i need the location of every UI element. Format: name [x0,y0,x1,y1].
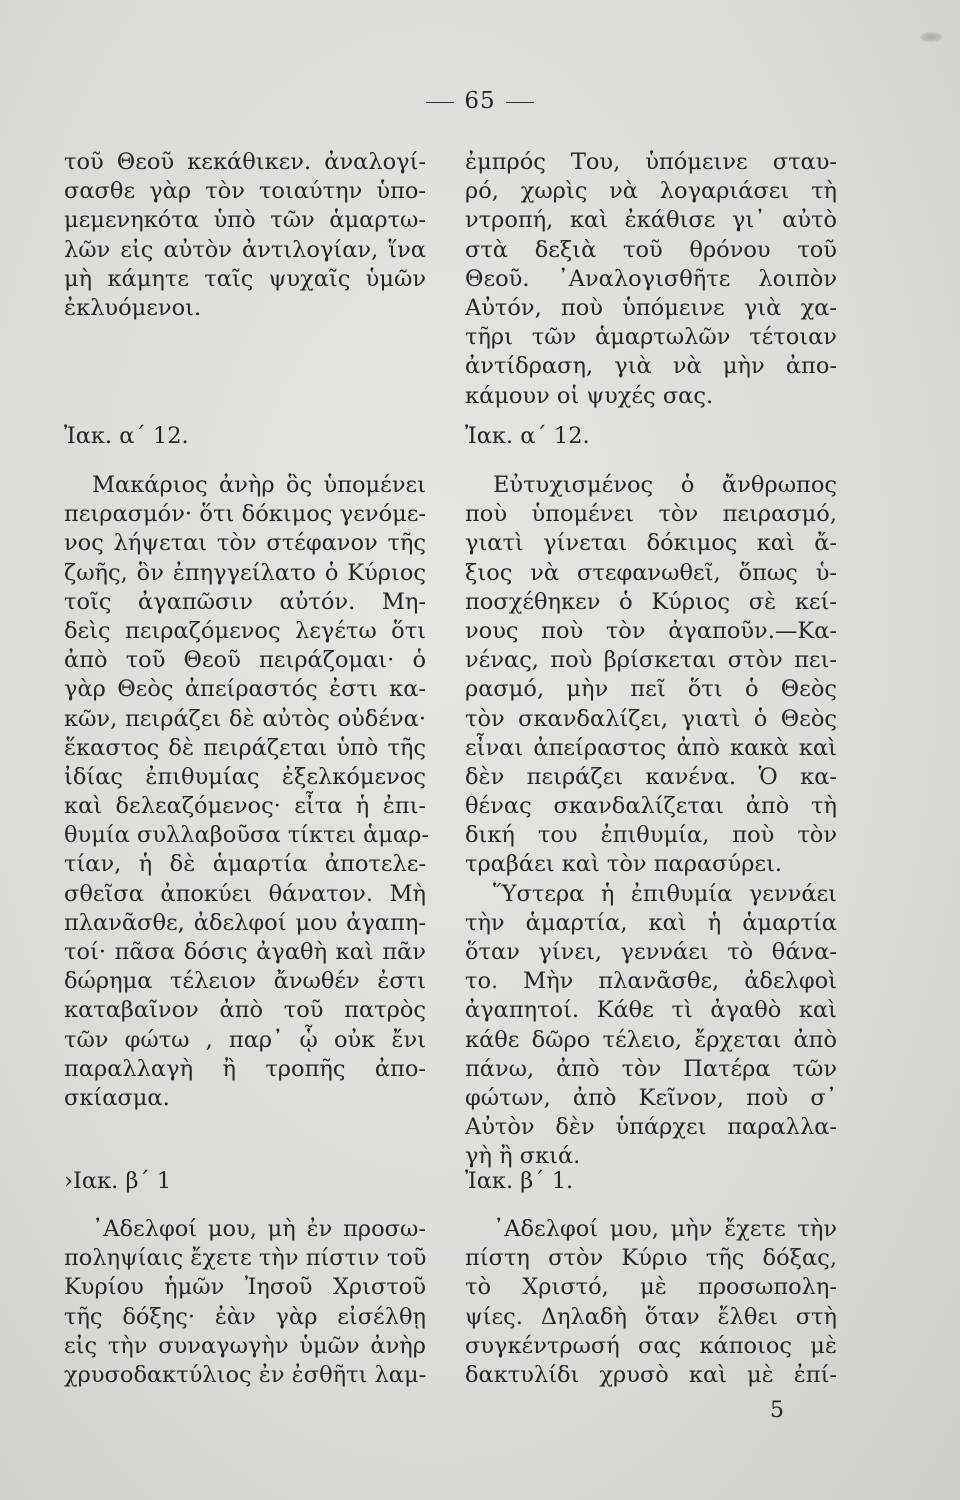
left-reference-1 [64,422,426,451]
text-line: λῶν εἰς αὐτὸν ἀντιλογίαν, ἵνα [64,236,426,263]
text-line: ρασμό, μὴν πεῖ ὅτι ὁ Θεὸς [465,676,837,703]
text-line: τὸν σκανδαλίζει, γιατὶ ὁ Θεὸς [465,705,837,732]
text-line: πλανᾶσθε, ἀδελφοί μου ἀγαπη- [64,909,426,936]
text-line: ἐμπρός Του, ὑπόμεινε σταυ- [465,149,837,175]
text-line: γιατὶ γίνεται δόκιμος καὶ ἄ- [465,530,837,557]
text-line: Εὐτυχισμένος ὁ ἄνθρωπος [493,472,837,498]
text-line: Κυρίου ἡμῶν Ἰησοῦ Χριστοῦ [64,1274,426,1301]
text-line: σθεῖσα ἀποκύει θάνατον. Μὴ [64,880,426,907]
text-line: τὴν ἁμαρτία, καὶ ἡ ἁμαρτία [465,909,837,936]
text-line: δακτυλίδι χρυσὸ καὶ μὲ ἐπί- [465,1361,837,1388]
text-line: σκίασμα. [64,1084,170,1111]
text-line: κάμουν οἱ ψυχές σας. [465,382,714,409]
text-line: δική του ἐπιθυμία, ποὺ τὸν [465,822,837,849]
left-block-1 [64,148,426,323]
text-line: νους ποὺ τὸν ἀγαποῦν.—Κα- [465,617,837,644]
right-reference-2 [465,1167,837,1196]
text-line: θυμία συλλαβοῦσα τίκτει ἁμαρ- [64,822,429,849]
text-line: το. Μὴν πλανᾶσθε, ἀδελφοὶ [465,968,837,995]
text-line: κάθε δῶρο τέλειο, ἔρχεται ἀπὸ [465,1026,837,1053]
text-line: νένας, ποὺ βρίσκεται στὸν πει- [465,647,837,674]
text-line: παραλλαγὴ ἢ τροπῆς ἀπο- [64,1055,426,1082]
text-line: γὴ ἢ σκιά. [465,1143,581,1170]
text-line: τραβάει καὶ τὸν παρασύρει. [465,851,783,878]
text-line: τοῖς ἀγαπῶσιν αὐτόν. Μη- [64,588,426,615]
text-line: τοῦ Θεοῦ κεκάθικεν. ἀναλογί- [64,149,426,175]
text-line: σασθε γὰρ τὸν τοιαύτην ὑπο- [64,178,426,205]
text-line: ξιος νὰ στεφανωθεῖ, ὅπως ὑ- [465,559,837,586]
verse-reference: Ἰακ. α΄ 12. [465,423,590,449]
page-number-text: 65 [464,88,496,114]
text-line: πίστη στὸν Κύριο τῆς δόξας, [465,1245,837,1272]
text-line: συγκέντρωσή σας κάποιος μὲ [465,1332,837,1359]
text-line: μεμενηκότα ὑπὸ τῶν ἁμαρτω- [64,207,426,234]
dash-left [426,102,454,103]
text-line: ἕκαστος δὲ πειράζεται ὑπὸ τῆς [64,734,426,761]
page-number [0,88,960,114]
signature-number: 5 [770,1398,784,1423]
text-line: ντροπή, καὶ ἐκάθισε γι᾿ αὐτὸ [465,207,837,234]
text-line: μὴ κάμητε ταῖς ψυχαῖς ὑμῶν [64,265,426,292]
text-line: Μακάριος ἀνὴρ ὃς ὑπομένει [92,472,426,498]
text-line: ζωῆς, ὃν ἐπηγγείλατο ὁ Κύριος [64,559,426,586]
text-line: ποληψίαις ἔχετε τὴν πίστιν τοῦ [64,1245,427,1272]
text-line: τοί· πᾶσα δόσις ἀγαθὴ καὶ πᾶν [64,939,426,965]
text-line: εἶναι ἀπείραστος ἀπὸ κακὰ καὶ [465,734,837,761]
text-line: εἰς τὴν συναγωγὴν ὑμῶν ἀνὴρ [64,1332,426,1359]
text-line: τῆς δόξης· ἐὰν γὰρ εἰσέλθῃ [64,1303,426,1330]
text-line: ἀπὸ τοῦ Θεοῦ πειράζομαι· ὁ [64,647,426,674]
text-line: τίαν, ἡ δὲ ἁμαρτία ἀποτελε- [64,851,426,878]
text-line: Αὐτόν, ποὺ ὑπόμεινε γιὰ χα- [465,294,837,321]
text-line: δεὶς πειραζόμενος λεγέτω ὅτι [64,617,426,644]
text-line: τῶν φώτω , παρ᾿ ᾧ οὐκ ἔνι [64,1026,426,1053]
text-line: ὅταν γίνει, γεννάει τὸ θάνα- [465,939,837,965]
text-line: θένας σκανδαλίζεται ἀπὸ τὴ [465,793,837,820]
text-line: τὸ Χριστό, μὲ προσωπολη- [465,1274,837,1301]
right-block-1 [465,148,837,411]
text-line: φώτων, ἀπὸ Κεῖνον, ποὺ σ᾿ [465,1084,837,1111]
text-line: Ὕστερα ἡ ἐπιθυμία γεννάει [493,880,837,907]
text-line: Αὐτὸν δὲν ὑπάρχει παραλλα- [465,1114,837,1141]
right-reference-1 [465,422,837,451]
text-line: ᾿Αδελφοί μου, μὴν ἔχετε τὴν [493,1216,837,1242]
left-reference-2 [64,1167,426,1196]
text-line: χρυσοδακτύλιος ἐν ἐσθῆτι λαμ- [64,1361,427,1388]
left-block-2 [64,471,429,1113]
text-line: τῆρι τῶν ἁμαρτωλῶν τέτοιαν [465,324,837,351]
text-line: ψίες. Δηλαδὴ ὅταν ἔλθει στὴ [465,1303,837,1330]
text-line: πάνω, ἀπὸ τὸν Πατέρα τῶν [465,1055,837,1082]
verse-reference: Ἰακ. α΄ 12. [64,423,189,449]
text-line: Θεοῦ. ᾿Αναλογισθῆτε λοιπὸν [465,265,837,292]
text-line: ἀντίδραση, γιὰ νὰ μὴν ἀπο- [465,353,837,380]
text-line: καὶ δελεαζόμενος· εἶτα ἡ ἐπι- [64,793,426,820]
text-line: καταβαῖνον ἀπὸ τοῦ πατρὸς [64,997,426,1024]
text-line: ἰδίας ἐπιθυμίας ἐξελκόμενος [64,763,426,790]
text-line: νος λήψεται τὸν στέφανον τῆς [64,530,426,557]
text-line: πειρασμόν· ὅτι δόκιμος γενόμε- [64,501,426,528]
dash-right [506,102,534,103]
text-line: κῶν, πειράζει δὲ αὐτὸς οὐδένα· [64,705,426,732]
text-line: στὰ δεξιὰ τοῦ θρόνου τοῦ [465,236,837,263]
text-line: ἐκλυόμενοι. [64,294,202,321]
text-line: ποσχέθηκεν ὁ Κύριος σὲ κεί- [465,588,837,615]
text-line: δώρημα τέλειον ἄνωθέν ἐστι [64,968,426,995]
right-block-3 [465,1215,837,1390]
verse-reference: ›Ιακ. β΄ 1 [64,1168,172,1194]
paper-smudge [920,32,942,42]
text-line: γὰρ Θεὸς ἀπείραστός ἐστι κα- [64,676,426,703]
text-line: ποὺ ὑπομένει τὸν πειρασμό, [465,501,837,528]
text-line: ᾿Αδελφοί μου, μὴ ἐν προσω- [92,1216,426,1242]
left-block-3 [64,1215,426,1390]
text-line: ρό, χωρὶς νὰ λογαριάσει τὴ [465,178,837,205]
text-line: δὲν πειράζει κανένα. Ὁ κα- [465,763,837,790]
right-block-2 [465,471,837,1172]
verse-reference: Ἰακ. β΄ 1. [465,1168,574,1194]
text-line: ἀγαπητοί. Κάθε τὶ ἀγαθὸ καὶ [465,997,837,1024]
